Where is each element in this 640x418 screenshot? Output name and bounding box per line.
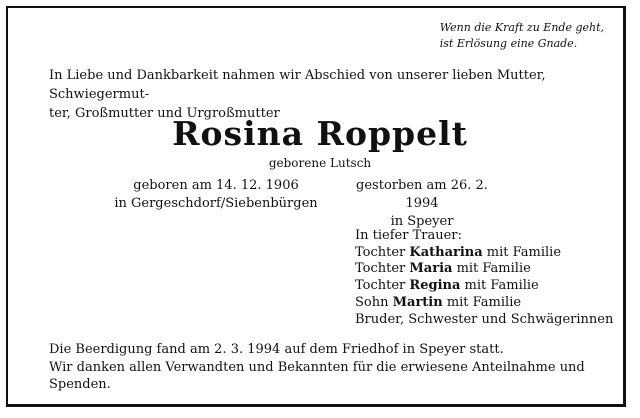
mourner-row	[355, 278, 613, 295]
mourner-suffix: mit Familie	[452, 261, 531, 277]
mourner-relation: Sohn	[355, 294, 393, 310]
motto-line-1: Wenn die Kraft zu Ende geht,	[439, 21, 604, 34]
funeral-note: Die Beerdigung fand am 2. 3. 1994 auf dem Friedhof in Speyer statt.	[49, 342, 504, 357]
motto-quote	[440, 20, 604, 52]
mourner-name: Martin	[392, 294, 443, 310]
intro-line-2: ter, Großmutter und Urgroßmutter	[49, 106, 280, 121]
maiden-name: geborene Lutsch	[268, 156, 372, 170]
birth-date: geboren am 14. 12. 1906	[133, 178, 299, 193]
mourner-row	[355, 261, 613, 278]
mourner-name: Regina	[409, 278, 461, 294]
death-date: gestorben am 26. 2. 1994	[356, 178, 488, 211]
mourner-suffix: mit Familie	[482, 244, 562, 260]
mourners-heading: In tiefer Trauer:	[355, 228, 462, 243]
mourner-row	[355, 245, 613, 262]
thanks-line-2: Spenden.	[49, 377, 111, 392]
deceased-name: Rosina Roppelt	[172, 114, 468, 153]
birth-place: in Gergeschdorf/Siebenbürgen	[114, 196, 318, 211]
thanks-line-1: Wir danken allen Verwandten und Bekannten für die erwiesene Anteilnahme und	[49, 360, 585, 375]
mourner-suffix: mit Familie	[460, 278, 539, 294]
mourner-relation: Tochter	[355, 278, 410, 294]
motto-line-2: ist Erlösung eine Gnade.	[439, 37, 578, 50]
thanks-note	[49, 359, 611, 393]
mourner-relation: Tochter	[355, 261, 410, 277]
mourners-list	[355, 228, 613, 328]
mourner-relation: Tochter	[355, 244, 410, 260]
intro-line-1: In Liebe und Dankbarkeit nahmen wir Abschied von unserer lieben Mutter, Schwiegermut-	[49, 68, 546, 102]
mourner-suffix: mit Familie	[442, 294, 522, 310]
birth-info	[111, 177, 321, 213]
death-place: in Speyer	[390, 214, 454, 229]
death-info	[352, 177, 492, 231]
mourner-row	[355, 295, 613, 312]
mourner-name: Katharina	[409, 244, 483, 260]
mourner-row	[355, 312, 613, 329]
mourner-name: Maria	[409, 261, 453, 277]
mourner-relation: Bruder, Schwester und Schwägerinnen	[355, 311, 614, 327]
